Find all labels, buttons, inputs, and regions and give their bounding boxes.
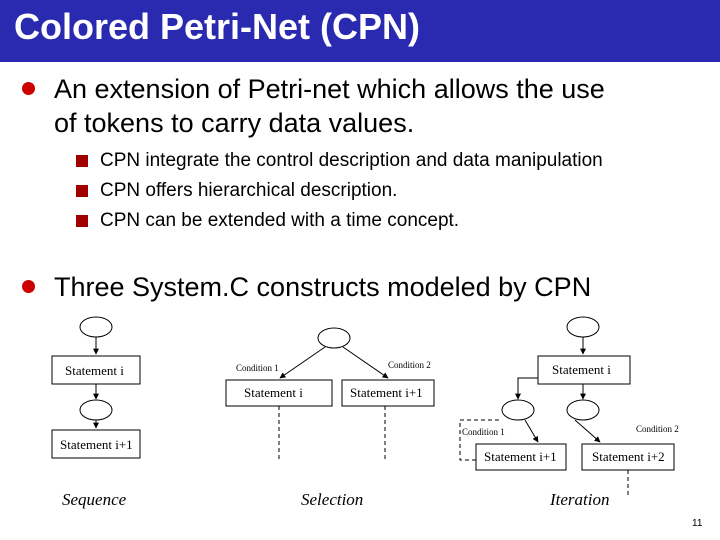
selection-caption: Selection [301, 490, 364, 509]
iteration-statement-1-label: Statement i+1 [484, 449, 557, 464]
iteration-caption: Iteration [550, 490, 610, 509]
iteration-statement-top-label: Statement i [552, 362, 611, 377]
sequence-caption: Sequence [62, 490, 127, 509]
place-icon [567, 317, 599, 337]
slide-title: Colored Petri-Net (CPN) [14, 6, 421, 47]
selection-statement-1-label: Statement i [244, 385, 303, 400]
sub-bullet-2: CPN offers hierarchical description. [100, 180, 398, 201]
sub-bullet-1: CPN integrate the control description and data manipulation [100, 150, 603, 171]
place-icon [567, 400, 599, 420]
place-icon [80, 317, 112, 337]
page-number: 11 [692, 518, 703, 529]
sub-bullet-3: CPN can be extended with a time concept. [100, 210, 460, 231]
bullet-1-line-1: An extension of Petri-net which allows the use [54, 74, 605, 104]
place-icon [318, 328, 350, 348]
selection-condition-1-label: Condition 1 [236, 363, 279, 373]
iteration-condition-2-label: Condition 2 [636, 424, 679, 434]
selection-statement-2-label: Statement i+1 [350, 385, 423, 400]
sequence-statement-2-label: Statement i+1 [60, 437, 133, 452]
bullet-1-line-2: of tokens to carry data values. [54, 108, 415, 138]
place-icon [502, 400, 534, 420]
iteration-statement-2-label: Statement i+2 [592, 449, 665, 464]
sequence-statement-1-label: Statement i [65, 363, 124, 378]
bullet-2: Three System.C constructs modeled by CPN [54, 272, 592, 302]
iteration-condition-1-label: Condition 1 [462, 427, 505, 437]
place-icon [80, 400, 112, 420]
selection-condition-2-label: Condition 2 [388, 360, 431, 370]
